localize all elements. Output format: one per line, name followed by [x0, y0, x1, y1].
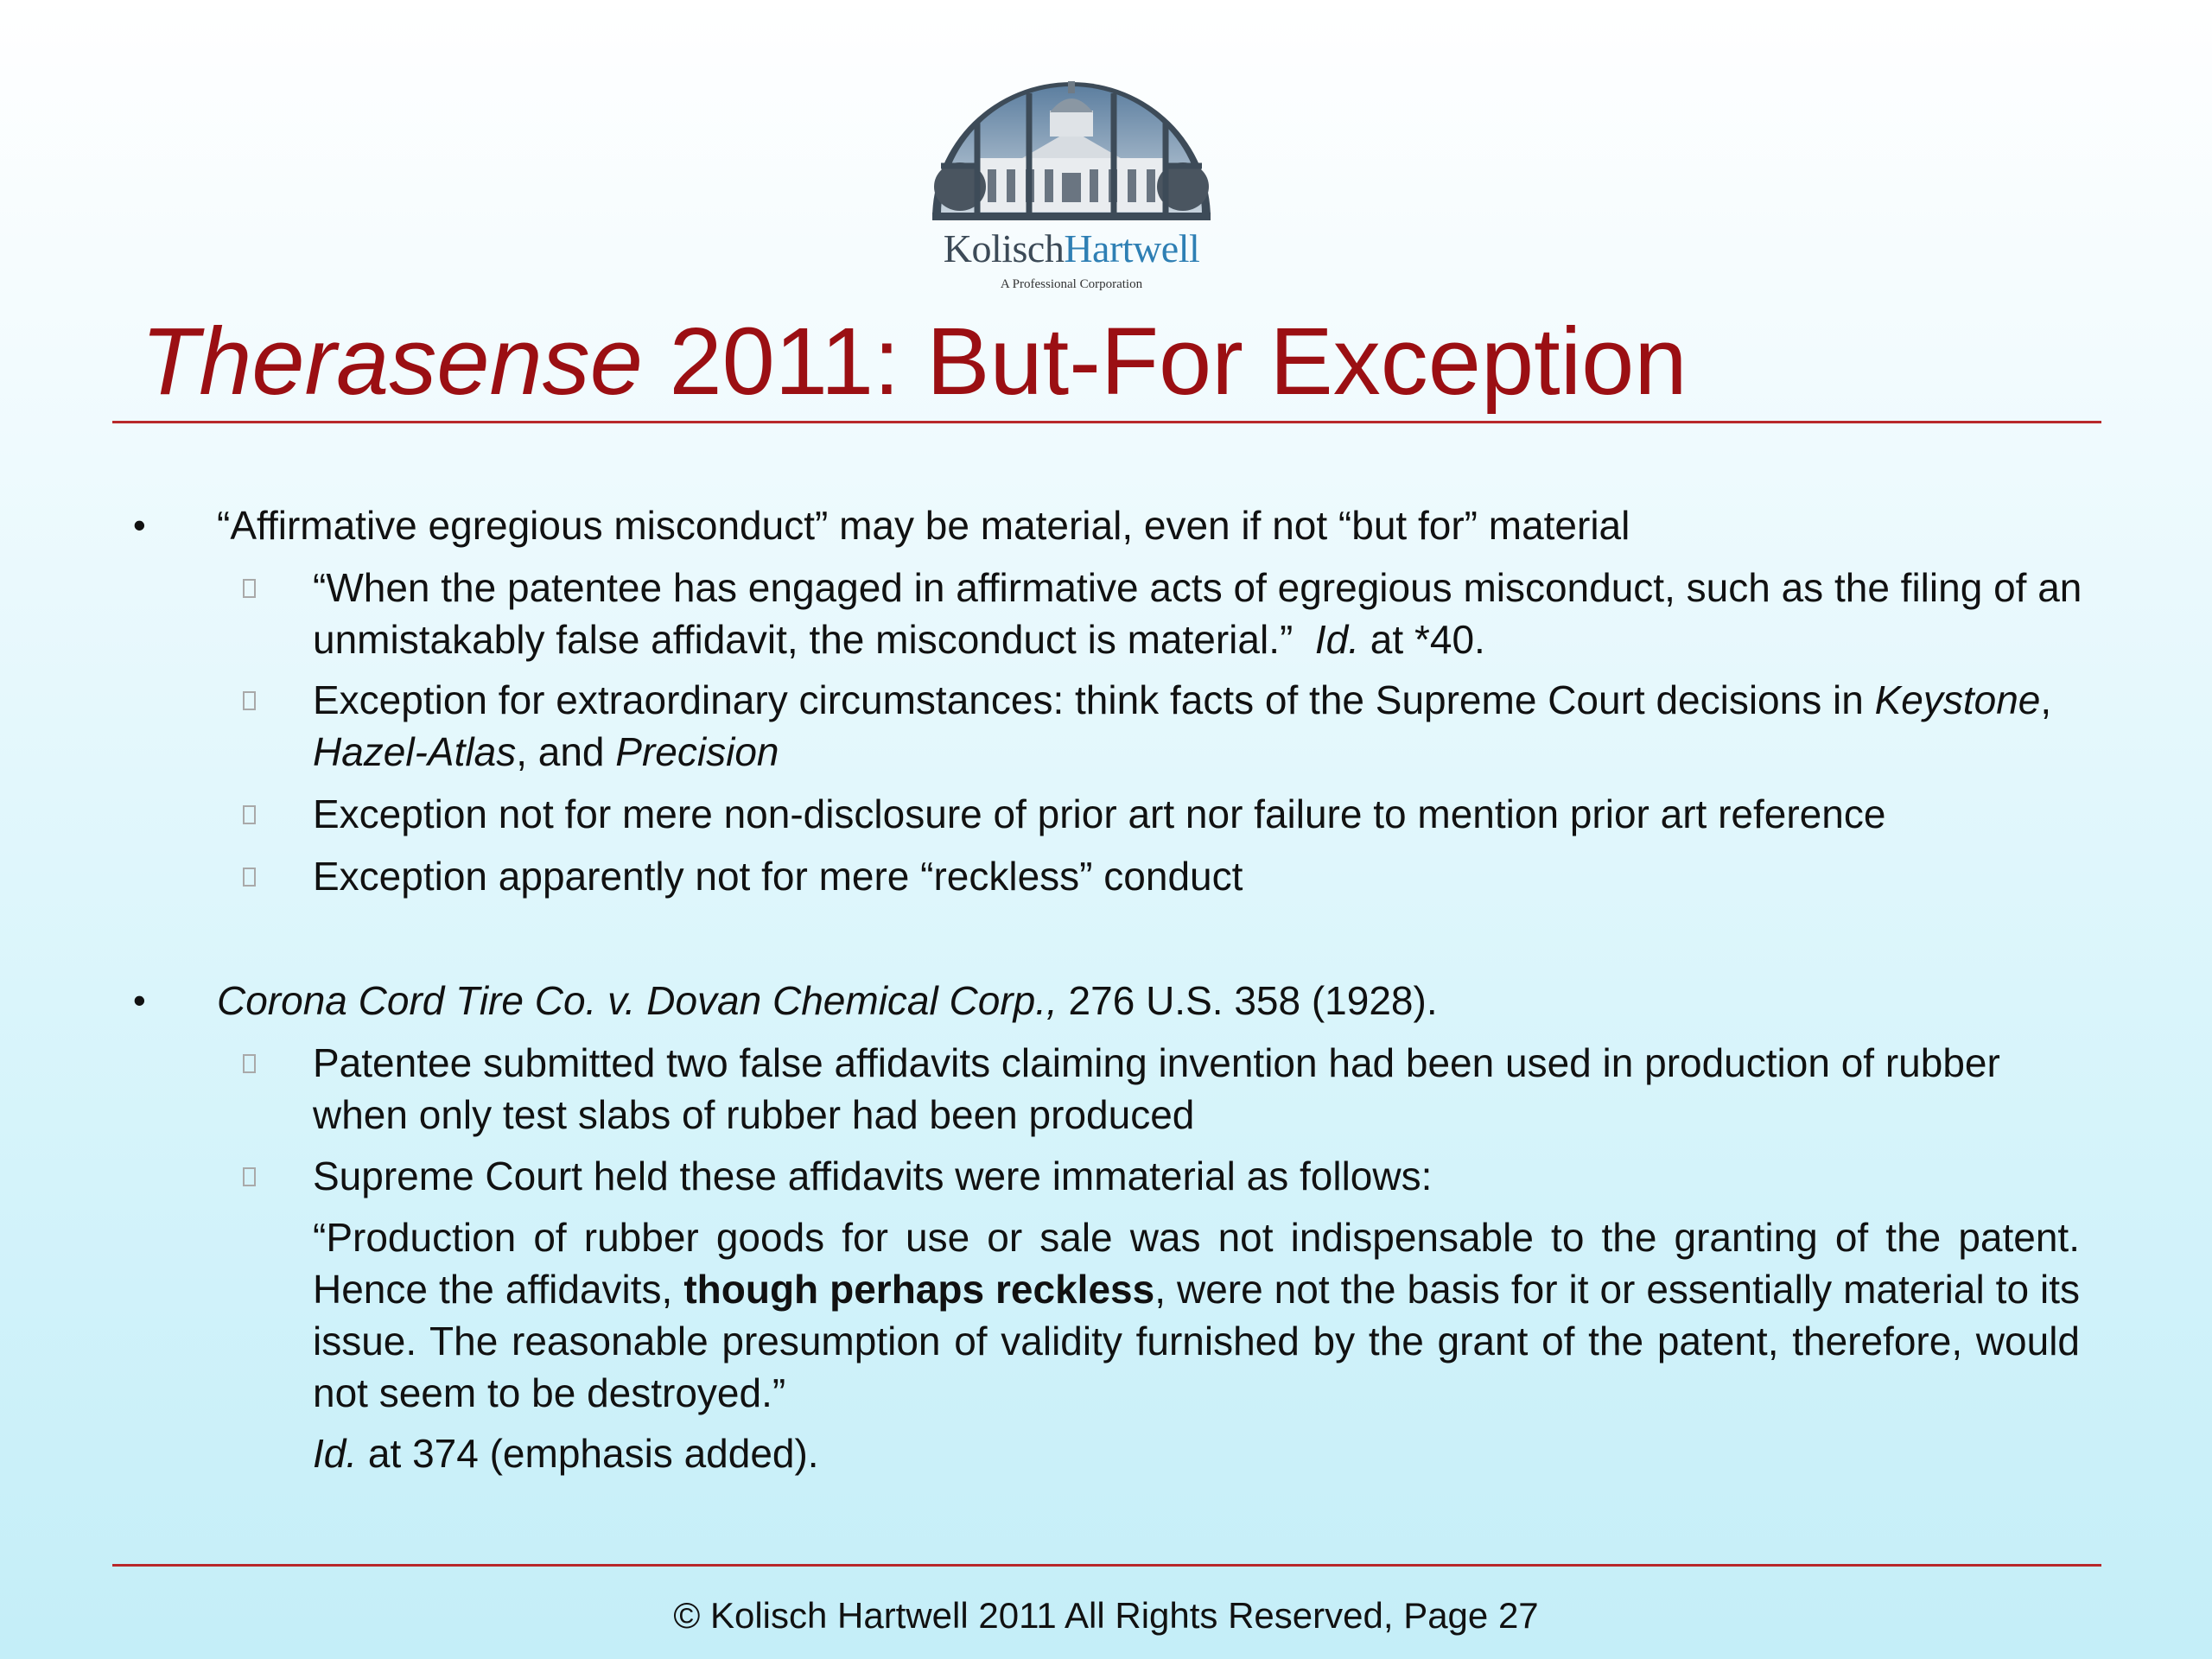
- kolisch-hartwell-logo: [920, 76, 1223, 301]
- sub-bullet-box-icon: [243, 691, 256, 710]
- sub-1-quote: “When the patentee has engaged in affirmative acts of egregious misconduct, such as the filing of an unmistakably false affidavit, the misconduct is material.”: [313, 565, 2082, 662]
- court-quote-citation: [313, 1427, 2084, 1479]
- bullet-1-sub-1: [313, 562, 2084, 665]
- court-quote-after: , were not the basis for it or essentially material to its issue. The reasonable presumption of validity furnished by the grant of the patent, therefore, would not seem to be destroyed.”: [313, 1267, 2081, 1415]
- bullet-2-sub-1: Patentee submitted two false affidavits claiming invention had been used in production of rubber when only test slabs of rubber had been produced: [313, 1040, 2000, 1137]
- court-quote: [313, 1211, 2080, 1419]
- bullet-dot-icon: •: [133, 505, 146, 545]
- slide-title: [141, 309, 1688, 414]
- bullet-2-sub-2: Supreme Court held these affidavits were immaterial as follows:: [313, 1154, 1433, 1198]
- title-divider: [112, 421, 2101, 423]
- sub-bullet-box-icon: [243, 1167, 256, 1186]
- sub-bullet-box-icon: [243, 1054, 256, 1073]
- slide-title-italic: Therasense: [141, 308, 643, 415]
- sub-2-separator: ,: [2040, 677, 2052, 722]
- sub-2-separator: , and: [516, 729, 616, 774]
- bullet-1-sub-3: Exception not for mere non-disclosure of prior art nor failure to mention prior art reference: [313, 791, 1886, 836]
- sub-bullet-box-icon: [243, 805, 256, 824]
- court-quote-emphasis: though perhaps reckless: [683, 1267, 1155, 1312]
- sub-2-text: Exception for extraordinary circumstances: think facts of the Supreme Court decisions in: [313, 677, 1875, 722]
- citation-id-italic: Id.: [313, 1431, 358, 1476]
- bullet-1-sub-2: [313, 674, 2084, 778]
- sub-1-cite-italic: Id.: [1314, 617, 1360, 662]
- logo-name-hartwell: Hartwell: [1064, 226, 1200, 270]
- court-quote-before: “Production of rubber goods for use or sale was not indispensable to the granting of the patent. Hence the affidavits,: [313, 1215, 2080, 1312]
- bullet-2-citation: 276 U.S. 358 (1928).: [1057, 978, 1438, 1023]
- slide-footer: © Kolisch Hartwell 2011 All Rights Reserved, Page 27: [673, 1595, 1539, 1636]
- sub-bullet-box-icon: [243, 579, 256, 598]
- sub-1-cite-rest: at *40.: [1359, 617, 1485, 662]
- case-keystone: Keystone: [1874, 677, 2041, 722]
- logo-subtitle: A Professional Corporation: [1000, 277, 1143, 291]
- courthouse-logo-emblem: [927, 76, 1216, 227]
- case-corona-cord: Corona Cord Tire Co. v. Dovan Chemical Corp.,: [217, 978, 1058, 1023]
- logo-name-kolisch: Kolisch: [943, 226, 1065, 270]
- slide-title-rest: 2011: But-For Exception: [642, 308, 1688, 415]
- citation-rest: at 374 (emphasis added).: [357, 1431, 819, 1476]
- logo-wordmark: [920, 226, 1223, 270]
- bullet-1-text: “Affirmative egregious misconduct” may be material, even if not “but for” material: [217, 503, 1630, 548]
- bullet-1-sub-4: Exception apparently not for mere “reckless” conduct: [313, 854, 1243, 899]
- footer-divider: [112, 1564, 2101, 1567]
- sub-bullet-box-icon: [243, 868, 256, 887]
- case-hazel-atlas: Hazel-Atlas: [313, 729, 517, 774]
- case-precision: Precision: [615, 729, 779, 774]
- bullet-dot-icon: •: [133, 980, 146, 1020]
- bullet-2-text: [217, 975, 2118, 1027]
